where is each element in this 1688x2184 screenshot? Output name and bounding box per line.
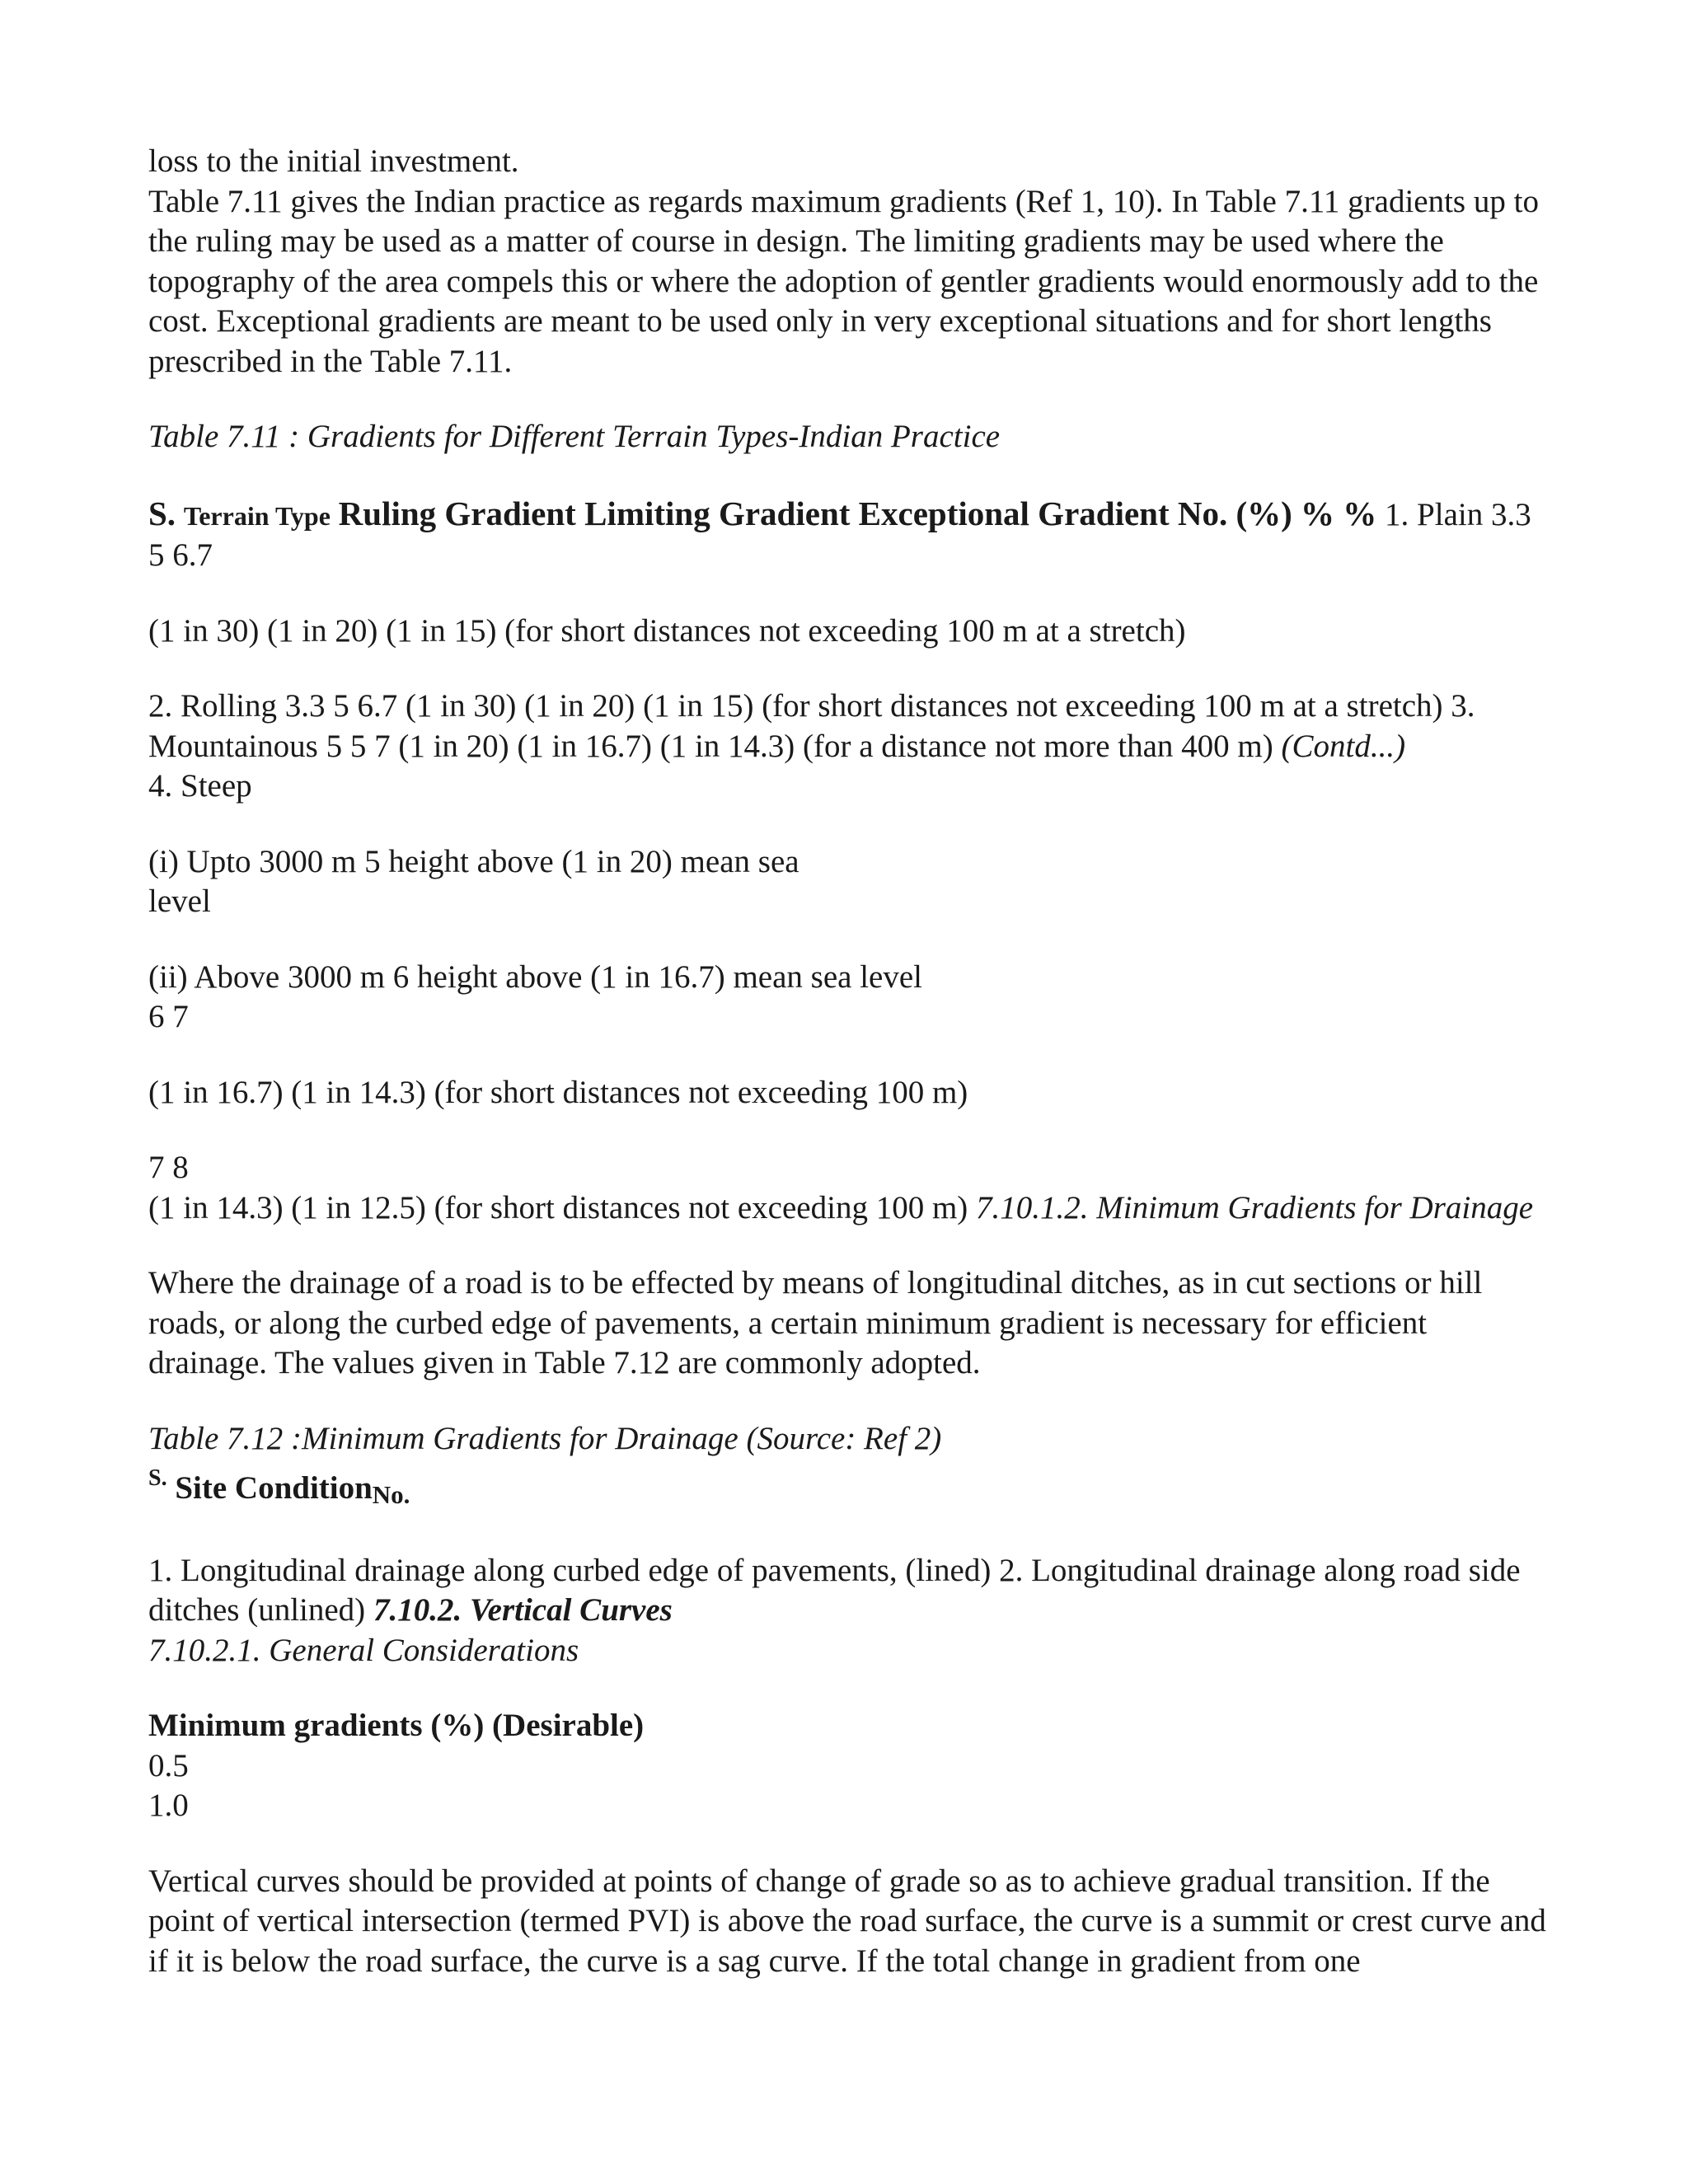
paragraph-intro-line [148,142,1550,382]
text: level [148,883,211,919]
contd-label: (Contd...) [1281,728,1406,764]
text: (i) Upto 3000 m 5 height above (1 in 20) mean sea [148,843,799,879]
section-heading-7-10-1-2: 7.10.1.2. Minimum Gradients for Drainage [976,1189,1534,1226]
text: 6 7 [148,999,189,1034]
text: 2. Rolling 3.3 5 6.7 (1 in 30) (1 in 20) (1 in 15) (for short distances not exceeding 100 m at a stretch) 3. Mountainous 5 5 7 (1 in 20) (1 in 16.7) (1 in 14.3) (for a distance not more than 400 m) [148,688,1475,764]
min-gradient-value: 0.5 [148,1747,189,1783]
row-5 [148,1148,1550,1228]
header-terrain-type: Terrain Type [183,500,331,531]
vertical-curves-paragraph: Vertical curves should be provided at points of change of grade so as to achieve gradual transition. If the point of vertical intersection (termed PVI) is above the road surface, the curve is a summit or crest curve and if it is below the road surface, the curve is a sag curve. If the total change in gradient from one [148,1863,1546,1979]
text: 1. Longitudinal drainage along curbed edge of pavements, (lined) 2. Longitudinal drainage along road side ditches (unlined) [148,1552,1521,1628]
header-columns: Ruling Gradient Limiting Gradient Exceptional Gradient No. (%) % % [338,494,1377,532]
row-4-ii [148,958,1550,1038]
table-7-12-caption: Table 7.12 :Minimum Gradients for Drainage (Source: Ref 2) [148,1420,942,1456]
header-no: No. [372,1480,410,1509]
row-4-steep: 4. Steep [148,768,252,804]
header-s: S. [148,1465,167,1491]
row-4-i [148,842,1550,922]
text: loss to the initial investment. [148,143,519,179]
rows-2-3 [148,687,1550,807]
text: (ii) Above 3000 m 6 height above (1 in 16.7) mean sea level [148,958,923,995]
table-7-12-rows [148,1551,1550,1671]
min-gradient-value: 1.0 [148,1788,189,1823]
text: Table 7.11 gives the Indian practice as regards maximum gradients (Ref 1, 10). In Table 7.11 gradients up to the ruling may be used as a matter of course in design. The limiting gradients may be used where the topography of the area compels this or where the adoption of gentler gradients would enormously add to the cost. Exceptional gradients are meant to be used only in very exceptional situations and for short lengths prescribed in the Table 7.11. [148,183,1539,379]
row-1-cont: 5 6.7 [148,537,213,573]
row-1-plain: 1. Plain 3.3 [1385,496,1531,532]
table-7-12-block [148,1419,1550,1516]
table-7-11-header [148,494,1550,576]
page-body [148,142,1550,1981]
header-site-condition: Site Condition [175,1470,373,1506]
section-heading-7-10-2-1: 7.10.2.1. General Considerations [148,1632,579,1668]
text: 7 8 [148,1150,189,1185]
row-1-ratios: (1 in 30) (1 in 20) (1 in 15) (for short distances not exceeding 100 m at a stretch) [148,612,1186,649]
table-7-11-caption: Table 7.11 : Gradients for Different Terrain Types-Indian Practice [148,419,1001,454]
drainage-paragraph: Where the drainage of a road is to be effected by means of longitudinal ditches, as in cut sections or hill roads, or along the curbed edge of pavements, a certain minimum gradient is necessary for efficient drainage. The values given in Table 7.12 are commonly adopted. [148,1265,1483,1380]
min-gradients-block [148,1706,1550,1826]
min-gradients-header: Minimum gradients (%) (Desirable) [148,1708,645,1743]
text: (1 in 14.3) (1 in 12.5) (for short distances not exceeding 100 m) [148,1189,968,1226]
row-4-ii-ratios: (1 in 16.7) (1 in 14.3) (for short distances not exceeding 100 m) [148,1074,968,1110]
header-s: S. [148,494,176,532]
section-heading-7-10-2: 7.10.2. Vertical Curves [373,1592,673,1628]
